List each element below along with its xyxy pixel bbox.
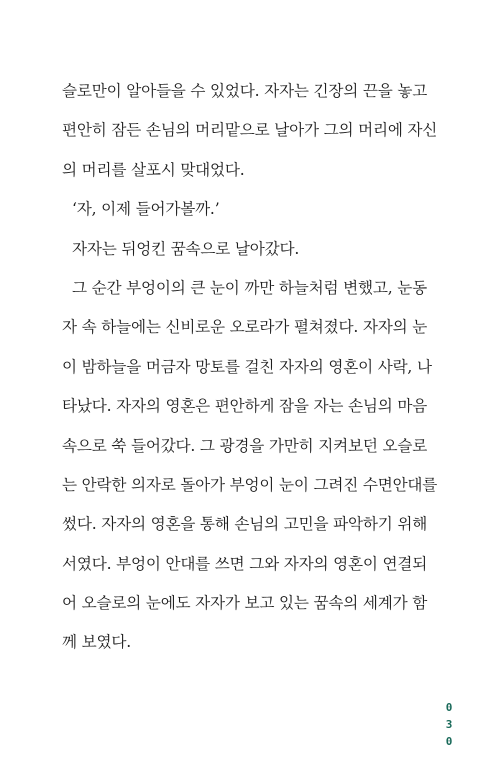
text-line: 타났다. 자자의 영혼은 편안하게 잠을 자는 손님의 마음 [62,397,428,416]
text-line: 슬로만이 알아들을 수 있었다. 자자는 긴장의 끈을 놓고 [62,82,428,100]
text-line: 의 머리를 살포시 맞대었다. [62,160,245,179]
text-line: 자자는 뒤엉킨 꿈속으로 날아갔다. [72,239,300,258]
text-line: 썼다. 자자의 영혼을 통해 손님의 고민을 파악하기 위해 [62,515,428,534]
text-line: 는 안락한 의자로 돌아가 부엉이 눈이 그려진 수면안대를 [62,475,438,494]
page-number-digit: 0 [445,701,453,714]
text-line: 자 속 하늘에는 신비로운 오로라가 펼쳐졌다. 자자의 눈 [62,318,428,337]
text-line: 편안히 잠든 손님의 머리맡으로 날아가 그의 머리에 자신 [62,121,438,140]
text-line: 어 오슬로의 눈에도 자자가 보고 있는 꿈속의 세계가 함 [62,594,428,613]
text-line: 그 순간 부엉이의 큰 눈이 까만 하늘처럼 변했고, 눈동 [72,278,427,297]
page-number-digit: 3 [445,718,453,731]
text-line: 께 보였다. [62,633,131,652]
text-line: 이 밤하늘을 머금자 망토를 걸친 자자의 영혼이 사락, 나 [62,357,432,376]
text-line: 속으로 쑥 들어갔다. 그 광경을 가만히 지켜보던 오슬로 [62,436,428,455]
text-line: 서였다. 부엉이 안대를 쓰면 그와 자자의 영혼이 연결되 [62,554,428,573]
body-text [62,72,438,663]
page-number [443,699,455,750]
page-number-digit: 0 [445,735,453,748]
text-line: ‘자, 이제 들어가볼까.’ [72,200,220,219]
